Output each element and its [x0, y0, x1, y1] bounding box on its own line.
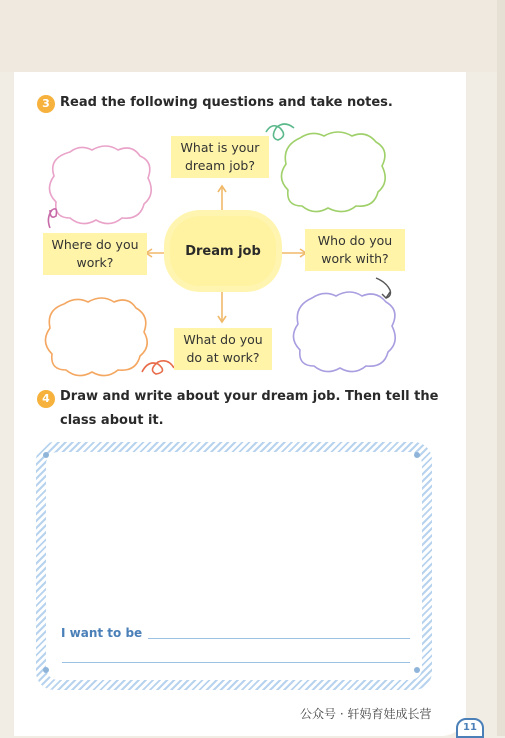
notes-cloud-green: [281, 132, 385, 212]
section-4-heading-line1: Draw and write about your dream job. Then tell the: [60, 389, 439, 404]
writing-line-1[interactable]: [148, 638, 410, 639]
section-3-number-badge: 3: [37, 95, 55, 113]
question-who-work-with: Who do you work with?: [305, 229, 405, 271]
question-what-do-at-work: What do you do at work?: [174, 328, 272, 370]
question-where-work: Where do you work?: [43, 233, 147, 275]
frame-corner-dot: [43, 452, 49, 458]
section-4-heading-line2: class about it.: [60, 413, 164, 428]
writing-line-2[interactable]: [62, 662, 410, 663]
question-dream-job: What is your dream job?: [171, 136, 269, 178]
orange-squiggle: [142, 361, 174, 374]
i-want-to-be-prompt: I want to be: [61, 626, 143, 640]
notes-cloud-orange: [45, 298, 147, 376]
notes-cloud-purple: [293, 292, 395, 372]
frame-corner-dot: [414, 452, 420, 458]
section-4-number-badge: 4: [37, 390, 55, 408]
watermark-text: 公众号 · 轩妈育娃成长营: [300, 707, 432, 721]
section-3-heading: Read the following questions and take notes.: [60, 95, 393, 110]
frame-corner-dot: [414, 667, 420, 673]
pink-squiggle: [48, 209, 56, 228]
notes-cloud-pink: [49, 146, 151, 224]
drawing-area[interactable]: [46, 452, 422, 680]
frame-corner-dot: [43, 667, 49, 673]
green-squiggle: [266, 124, 294, 140]
page-number: 11: [456, 718, 484, 738]
dream-job-center-bubble: Dream job: [170, 216, 276, 286]
